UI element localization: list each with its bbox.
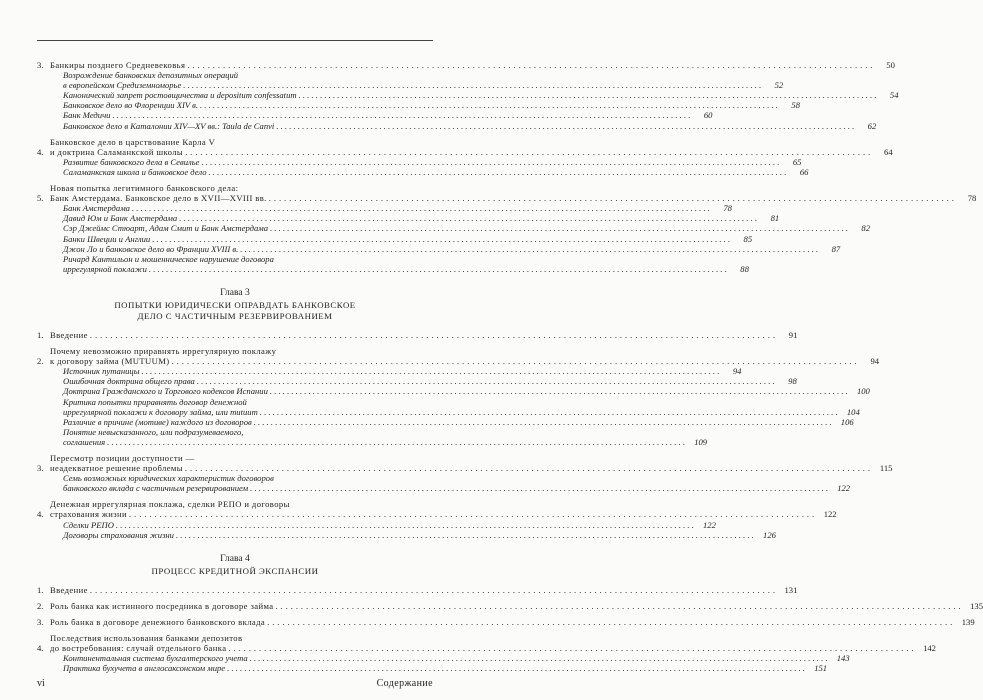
entry-number: 3. <box>37 617 44 628</box>
entry-title-line: в европейском Средиземноморье . . . <box>63 80 761 90</box>
toc-entry <box>37 329 798 340</box>
entry-title-lines <box>63 157 779 167</box>
entry-page: 66 <box>799 166 809 177</box>
entry-title-line: Банк Амстердама . . . <box>63 203 710 213</box>
entry-title <box>63 530 754 540</box>
entry-title-line: банковского вклада с частичным резервированием . . . <box>63 483 828 493</box>
entry-title-lines <box>63 663 805 673</box>
page-footer <box>37 678 433 689</box>
entry-title-lines <box>63 366 719 376</box>
entry-title-line: Доктрина Гражданского и Торгового кодексов Испании . . . <box>63 386 848 396</box>
entry-title-line: Источник путаницы . . . <box>63 366 719 376</box>
entry-title <box>50 60 873 70</box>
toc-subentry <box>37 366 742 377</box>
chapter-title-line: ПОПЫТКИ ЮРИДИЧЕСКИ ОПРАВДАТЬ БАНКОВСКОЕ <box>114 299 356 310</box>
entry-title <box>50 346 857 366</box>
entry-title-line: Банковское дело во Флоренции XIV в. . . . <box>63 100 778 110</box>
entry-title-lines <box>63 427 685 447</box>
entry-title <box>50 137 871 157</box>
entry-title-line: Банковское дело в Каталонии XIV—XV вв.: Taula de Canvi . . . <box>63 121 854 131</box>
entry-title <box>63 157 779 167</box>
entry-title <box>50 453 870 473</box>
entry-title-line: к договору займа (MUTUUM) . . . <box>50 356 857 366</box>
toc-entry <box>37 60 895 70</box>
toc-subentry <box>37 253 749 274</box>
entry-title <box>63 203 710 213</box>
entry-page: 87 <box>831 243 841 254</box>
chapter-heading: Глава 3 <box>220 286 250 298</box>
chapter-title-line: ДЕЛО С ЧАСТИЧНЫМ РЕЗЕРВИРОВАНИЕМ <box>137 310 333 321</box>
entry-title-line: и доктрина Саламанкской школы . . . <box>50 147 871 157</box>
entry-page: 122 <box>702 519 716 530</box>
entry-title <box>63 366 719 376</box>
entry-title <box>63 121 854 131</box>
entry-title-line: Банк Амстердама. Банковское дело в XVII—XVIII вв. . . . <box>50 193 954 203</box>
entry-title-line: Введение . . . <box>50 585 775 595</box>
entry-title-lines <box>63 70 761 90</box>
entry-title <box>63 417 832 427</box>
entry-title-lines <box>50 453 870 473</box>
toc-subentry <box>37 166 809 177</box>
entry-title-line: Ричард Кантильон и мошенническое нарушение договора <box>63 253 274 264</box>
entry-title-lines <box>63 530 754 540</box>
entry-number: 5. <box>37 193 44 204</box>
entry-page: 109 <box>694 436 708 447</box>
running-title: Содержание <box>376 678 433 689</box>
entry-title-line: Почему невозможно приравнять иррегулярную поклажу <box>50 346 277 357</box>
entry-page: 50 <box>886 60 895 70</box>
entry-title-lines <box>63 653 828 663</box>
entry-page: 81 <box>770 213 780 224</box>
entry-page: 64 <box>884 146 893 157</box>
entry-title-line: Семь возможных юридических характеристик договоров <box>63 473 274 484</box>
entry-page: 115 <box>879 463 893 474</box>
toc-entry <box>37 600 983 611</box>
spacer <box>37 274 433 280</box>
entry-title-line: Сэр Джеймс Стюарт, Адам Смит и Банк Амстердама . . . <box>63 223 848 233</box>
toc-subentry <box>37 396 860 417</box>
entry-page: 78 <box>967 193 977 204</box>
entry-title <box>63 213 757 223</box>
entry-title <box>63 70 761 90</box>
entry-title-line: Возрождение банковских депозитных операций <box>63 70 239 81</box>
entry-page: 52 <box>774 80 784 91</box>
entry-title <box>50 330 775 340</box>
entry-title-line: Роль банка в договоре денежного банковского вклада . . . <box>50 617 953 627</box>
entry-title-lines <box>63 110 690 120</box>
entry-title-lines <box>50 60 873 70</box>
entry-number: 2. <box>37 600 44 611</box>
entry-title-line: Ошибочная доктрина общего права . . . <box>63 376 775 386</box>
entry-page: 54 <box>889 90 899 101</box>
entry-page: 143 <box>836 653 850 664</box>
entry-page: 131 <box>784 584 798 595</box>
toc-subentry <box>37 243 841 254</box>
entry-title <box>63 473 828 493</box>
entry-number: 3. <box>37 463 44 474</box>
entry-title-line: Последствия использования банками депозитов <box>50 633 243 644</box>
toc-subentry <box>37 233 753 244</box>
entry-page: 106 <box>840 416 854 427</box>
toc-entry <box>37 136 893 157</box>
entry-title-line: Денежная иррегулярная поклажа, сделки РЕПО и договоры <box>50 499 290 510</box>
toc-entry <box>37 617 975 628</box>
entry-page: 142 <box>923 643 936 654</box>
entry-title-line: Сделки РЕПО . . . <box>63 520 694 530</box>
entry-title <box>50 585 775 595</box>
chapter-heading: Глава 4 <box>220 552 250 564</box>
entry-title-lines <box>50 499 815 519</box>
entry-number: 3. <box>37 60 44 70</box>
entry-title-line: Развитие банковского дела в Севилье . . . <box>63 157 779 167</box>
entry-title <box>63 397 838 417</box>
entry-title-lines <box>63 167 786 177</box>
entry-title-line: Саламанкская школа и банковское дело . . . <box>63 167 786 177</box>
chapter-title <box>37 300 433 322</box>
entry-title <box>50 183 954 203</box>
entry-title-line: Практика бухучета в англосаксонском мире . . . <box>63 663 805 673</box>
entry-page: 122 <box>837 483 851 494</box>
toc-subentry <box>37 120 877 131</box>
entry-title-lines <box>50 585 775 595</box>
toc-subentry <box>37 386 870 397</box>
toc-subentry <box>37 203 732 214</box>
entry-title-lines <box>63 234 730 244</box>
toc-entry <box>37 499 837 520</box>
toc-subentry <box>37 426 708 447</box>
entry-title-line: Различие в причине (мотиве) каждого из договоров . . . <box>63 417 832 427</box>
toc-entry <box>37 183 977 204</box>
entry-title-line: неадекватное решение проблемы . . . <box>50 463 870 473</box>
entry-title-lines <box>50 633 914 653</box>
entry-title-lines <box>50 330 775 340</box>
entry-number: 1. <box>37 584 44 595</box>
entry-title-line: Банковское дело в царствование Карла V <box>50 136 216 147</box>
entry-title-lines <box>63 473 828 493</box>
entry-page: 78 <box>723 203 732 214</box>
entry-title-lines <box>63 121 854 131</box>
entry-page: 126 <box>763 529 776 540</box>
entry-title-line: Джон Ло и банковское дело во Франции XVIII в. . . . <box>63 244 818 254</box>
entry-title-line: Новая попытка легитимного банковского дела: <box>50 183 239 194</box>
entry-title-lines <box>50 183 954 203</box>
entry-title-lines <box>63 244 818 254</box>
entry-title <box>63 427 685 447</box>
entry-title-line: Роль банка как истинного посредника в договоре займа . . . <box>50 601 961 611</box>
entry-title <box>63 663 805 673</box>
entry-title-line: Банк Медичи . . . <box>63 110 690 120</box>
entry-page: 98 <box>788 376 797 387</box>
entry-page: 104 <box>846 406 860 417</box>
entry-number: 4. <box>37 643 44 654</box>
entry-title <box>63 653 828 663</box>
entry-title-lines <box>63 520 694 530</box>
toc-entry <box>37 584 798 595</box>
entry-title-line: страхования жизни . . . <box>50 509 815 519</box>
entry-page: 139 <box>961 617 975 628</box>
entry-page: 135 <box>970 600 983 611</box>
toc-subentry <box>37 213 780 224</box>
entry-page: 60 <box>703 110 713 121</box>
entry-number: 2. <box>37 356 44 367</box>
entry-title-line: Критика попытки приравнять договор денежной <box>63 396 247 407</box>
page-number: vi <box>37 678 45 689</box>
entry-page: 151 <box>814 663 828 674</box>
entry-title-line: Давид Юм и Банк Амстердама . . . <box>63 213 757 223</box>
entry-title <box>63 167 786 177</box>
entry-title-line: Пересмотр позиции доступности — <box>50 453 195 463</box>
entry-title <box>63 234 730 244</box>
entry-title <box>63 386 848 396</box>
entry-title <box>63 90 877 100</box>
entry-title-lines <box>63 203 710 213</box>
entry-page: 94 <box>870 356 880 367</box>
entry-title <box>63 223 848 233</box>
toc-subentry <box>37 90 899 101</box>
entry-title-lines <box>63 100 778 110</box>
entry-title <box>50 617 953 627</box>
entry-title-lines <box>63 90 877 100</box>
toc-subentry <box>37 473 851 494</box>
entry-title-line: иррегулярной поклажи . . . <box>63 264 727 274</box>
toc-subentry <box>37 663 828 674</box>
entry-title-lines <box>63 386 848 396</box>
entry-title-lines <box>50 617 953 627</box>
entry-title <box>63 254 727 274</box>
entry-page: 58 <box>791 100 800 111</box>
entry-title-line: Понятие невысказанного, или подразумеваемого, <box>63 426 244 437</box>
entry-title-line: соглашения . . . <box>63 437 685 447</box>
entry-title <box>50 499 815 519</box>
entry-page: 82 <box>861 223 871 234</box>
entry-title-lines <box>63 376 775 386</box>
entry-title-line: Банкиры позднего Средневековья . . . <box>50 60 873 70</box>
header-rule <box>37 40 433 41</box>
toc-subentry <box>37 519 716 530</box>
entry-page: 100 <box>856 386 870 397</box>
chapter-title-line: ПРОЦЕСС КРЕДИТНОЙ ЭКСПАНСИИ <box>151 565 319 576</box>
entry-title <box>50 633 914 653</box>
entry-page: 88 <box>740 263 749 274</box>
toc-subentry <box>37 416 854 427</box>
entry-title-lines <box>50 601 961 611</box>
toc-subentry <box>37 100 800 111</box>
entry-title-lines <box>63 213 757 223</box>
entry-title-line: до востребования: случай отдельного банка . . . <box>50 643 914 653</box>
entry-title-lines <box>50 137 871 157</box>
toc-subentry <box>37 156 802 167</box>
entry-page: 94 <box>732 366 742 377</box>
entry-page: 91 <box>788 329 798 340</box>
toc-subentry <box>37 70 784 91</box>
toc-subentry <box>37 110 713 121</box>
entry-number: 1. <box>37 329 44 340</box>
table-of-contents <box>37 60 983 680</box>
entry-title-line: иррегулярной поклажи к договору займа, или mutuum . . . <box>63 407 838 417</box>
toc-subentry <box>37 653 850 664</box>
entry-page: 122 <box>823 509 837 520</box>
entry-page: 85 <box>743 233 753 244</box>
entry-title <box>63 520 694 530</box>
entry-title-lines <box>63 417 832 427</box>
entry-title <box>63 110 690 120</box>
entry-title-line: Банки Швеции и Англии . . . <box>63 234 730 244</box>
entry-page: 65 <box>792 156 802 167</box>
entry-title-lines <box>63 397 838 417</box>
entry-title <box>63 100 778 110</box>
entry-title-lines <box>63 254 727 274</box>
entry-page: 62 <box>867 120 877 131</box>
entry-title-line: Канонический запрет ростовщичества и depositum confessatum . . . <box>63 90 877 100</box>
entry-title-lines <box>63 223 848 233</box>
entry-title-line: Введение . . . <box>50 330 775 340</box>
toc-entry <box>37 346 880 367</box>
entry-title-line: Континентальная система бухгалтерского учета . . . <box>63 653 828 663</box>
toc-subentry <box>37 223 871 234</box>
toc-subentry <box>37 529 776 540</box>
toc-entry <box>37 633 936 654</box>
entry-number: 4. <box>37 146 44 157</box>
chapter-title <box>37 566 433 577</box>
entry-title-line: Договоры страхования жизни . . . <box>63 530 754 540</box>
toc-subentry <box>37 376 797 387</box>
entry-title-lines <box>50 346 857 366</box>
entry-title <box>50 601 961 611</box>
spacer <box>37 540 433 546</box>
entry-number: 4. <box>37 509 44 520</box>
entry-title <box>63 244 818 254</box>
toc-entry <box>37 453 893 474</box>
entry-title <box>63 376 775 386</box>
